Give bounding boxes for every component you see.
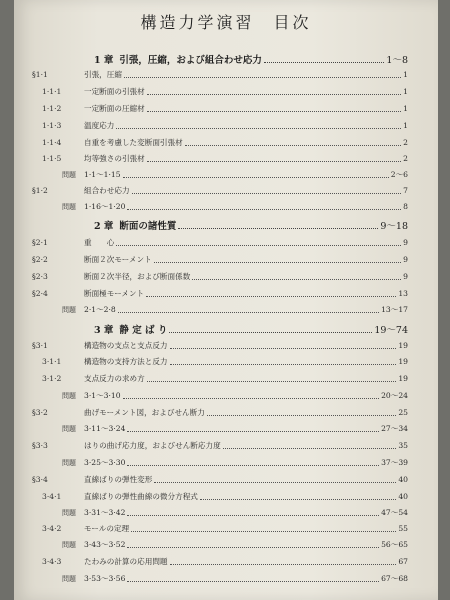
chapter-title: 静 定 ば り: [119, 325, 168, 336]
leader-dots: [146, 296, 396, 297]
entry-number: 3·4·3: [42, 557, 62, 566]
leader-dots: [154, 262, 401, 263]
entry-title: たわみの計算の応用問題: [84, 557, 168, 566]
leader-dots: [223, 448, 397, 449]
entry-title: 重 心: [84, 238, 115, 247]
entry-number: §2·4: [32, 289, 48, 298]
entry-number: 問題: [62, 203, 76, 211]
toc-entry: [32, 119, 408, 131]
entry-number: 問題: [62, 459, 76, 467]
leader-dots: [127, 209, 401, 210]
entry-number: §3·3: [32, 441, 48, 450]
toc-entry: [32, 506, 408, 518]
entry-title: 1·1～1·15: [84, 170, 121, 179]
chapter-title: 断面の諸性質: [119, 221, 177, 232]
entry-page: 2: [403, 154, 408, 163]
leader-dots: [147, 381, 397, 382]
entry-number: §3·2: [32, 408, 48, 417]
toc-entry: [32, 200, 408, 212]
chapter-pages: 9～18: [380, 221, 408, 232]
entry-title: 断面極モーメント: [84, 289, 145, 298]
entry-number: 問題: [62, 392, 76, 400]
leader-dots: [154, 482, 396, 483]
entry-title: 一定断面の引張材: [84, 87, 145, 96]
toc-entry: [32, 236, 408, 248]
leader-dots: [192, 279, 401, 280]
entry-page: 13～17: [381, 305, 408, 314]
leader-dots: [127, 465, 379, 466]
leader-dots: [178, 228, 378, 229]
chapter-number: 3 章: [94, 325, 114, 336]
entry-number: 3·1·1: [42, 357, 62, 366]
chapter-heading-1: [94, 52, 408, 66]
toc-entry: [32, 184, 408, 196]
toc-entry: [32, 339, 408, 351]
leader-dots: [200, 499, 396, 500]
entry-page: 1: [403, 70, 408, 79]
chapter-pages: 19～74: [374, 325, 408, 336]
toc-entry: [32, 389, 408, 401]
entry-number: §3·4: [32, 475, 48, 484]
leader-dots: [147, 161, 401, 162]
entry-title: 3·43～3·52: [84, 540, 126, 549]
leader-dots: [127, 581, 379, 582]
entry-number: 3·1·2: [42, 374, 62, 383]
entry-title: 断面２次モーメント: [84, 255, 152, 264]
entry-number: 3·4·1: [42, 492, 62, 501]
entry-number: 問題: [62, 306, 76, 314]
leader-dots: [123, 177, 389, 178]
entry-page: 9: [403, 238, 408, 247]
leader-dots: [116, 245, 401, 246]
entry-title: 温度応力: [84, 121, 115, 130]
entry-number: 問題: [62, 509, 76, 517]
entry-page: 27～34: [381, 424, 408, 433]
entry-title: 構造物の支持方法と反力: [84, 357, 168, 366]
leader-dots: [207, 415, 397, 416]
leader-dots: [170, 364, 397, 365]
entry-page: 40: [398, 492, 408, 501]
entry-number: 3·4·2: [42, 524, 62, 533]
toc-entry: [32, 136, 408, 148]
entry-number: §2·1: [32, 238, 48, 247]
entry-page: 25: [398, 408, 408, 417]
toc-entry: [32, 102, 408, 114]
toc-entry: [32, 287, 408, 299]
entry-number: §1·1: [32, 70, 48, 79]
entry-page: 1: [403, 121, 408, 130]
entry-page: 8: [403, 202, 408, 211]
entry-page: 35: [398, 441, 408, 450]
entry-page: 55: [398, 524, 408, 533]
entry-number: 問題: [62, 425, 76, 433]
chapter-heading-2: [94, 218, 408, 232]
entry-title: 2·1～2·8: [84, 305, 116, 314]
entry-page: 67: [398, 557, 408, 566]
entry-number: 問題: [62, 575, 76, 583]
entry-number: 問題: [62, 541, 76, 549]
entry-page: 19: [398, 357, 408, 366]
entry-title: 3·31～3·42: [84, 508, 126, 517]
leader-dots: [127, 547, 379, 548]
entry-title: 曲げモーメント図，およびせん断力: [84, 408, 205, 417]
entry-page: 9: [403, 272, 408, 281]
toc-entry: [32, 355, 408, 367]
chapter-title: 引張，圧縮，および組合わせ応力: [119, 55, 262, 66]
leader-dots: [264, 62, 384, 63]
toc-entry: [32, 538, 408, 550]
toc-entry: [32, 422, 408, 434]
entry-title: 構造物の支点と支点反力: [84, 341, 168, 350]
entry-number: 問題: [62, 171, 76, 179]
toc-entry: [32, 270, 408, 282]
entry-number: 1·1·4: [42, 138, 62, 147]
entry-page: 40: [398, 475, 408, 484]
entry-title: 3·1～3·10: [84, 391, 121, 400]
entry-title: 直線ばりの弾性変形: [84, 475, 153, 484]
toc-entry: [32, 168, 408, 180]
toc-entry: [32, 303, 408, 315]
toc-entry: [32, 253, 408, 265]
leader-dots: [170, 564, 397, 565]
entry-title: 均等強さの引張材: [84, 154, 145, 163]
chapter-pages: 1～8: [386, 55, 408, 66]
leader-dots: [123, 398, 379, 399]
leader-dots: [116, 128, 401, 129]
chapter-number: 1 章: [94, 55, 114, 66]
chapter-heading-3: [94, 322, 408, 336]
toc-entry: [32, 68, 408, 80]
entry-page: 9: [403, 255, 408, 264]
entry-title: はりの曲げ応力度，およびせん断応力度: [84, 441, 221, 450]
toc-entry: [32, 555, 408, 567]
leader-dots: [118, 312, 379, 313]
entry-page: 56～65: [381, 540, 408, 549]
entry-title: 一定断面の圧縮材: [84, 104, 145, 113]
entry-number: §2·2: [32, 255, 48, 264]
entry-page: 7: [403, 186, 408, 195]
entry-title: 3·11～3·24: [84, 424, 126, 433]
entry-number: §3·1: [32, 341, 48, 350]
entry-number: 1·1·1: [42, 87, 62, 96]
entry-number: §1·2: [32, 186, 48, 195]
toc-entry: [32, 85, 408, 97]
entry-title: 3·25～3·30: [84, 458, 126, 467]
page-title: 構造力学演習 目次: [140, 13, 312, 32]
entry-page: 19: [398, 374, 408, 383]
entry-title: 3·53～3·56: [84, 574, 126, 583]
toc-entry: [32, 439, 408, 451]
entry-number: §2·3: [32, 272, 48, 281]
entry-title: 引張，圧縮: [84, 70, 122, 79]
chapter-number: 2 章: [94, 221, 114, 232]
entry-title: 直線ばりの弾性曲線の微分方程式: [84, 492, 198, 501]
leader-dots: [169, 332, 372, 333]
leader-dots: [185, 145, 401, 146]
toc-entry: [32, 372, 408, 384]
toc-entry: [32, 152, 408, 164]
entry-title: 支点反力の求め方: [84, 374, 145, 383]
entry-title: 自重を考慮した変断面引張材: [84, 138, 183, 147]
entry-page: 67～68: [381, 574, 408, 583]
leader-dots: [127, 431, 379, 432]
toc-entry: [32, 406, 408, 418]
entry-title: モールの定理: [84, 524, 130, 533]
entry-page: 2～6: [390, 170, 408, 179]
entry-page: 20～24: [381, 391, 408, 400]
leader-dots: [131, 531, 396, 532]
leader-dots: [170, 348, 397, 349]
leader-dots: [147, 94, 401, 95]
entry-number: 1·1·3: [42, 121, 62, 130]
leader-dots: [132, 193, 402, 194]
entry-title: 断面２次半径，および断面係数: [84, 272, 191, 281]
entry-page: 37～39: [381, 458, 408, 467]
leader-dots: [127, 515, 379, 516]
toc-entry: [32, 456, 408, 468]
entry-title: 組合わせ応力: [84, 186, 130, 195]
leader-dots: [147, 111, 401, 112]
entry-page: 1: [403, 87, 408, 96]
entry-page: 2: [403, 138, 408, 147]
entry-page: 1: [403, 104, 408, 113]
entry-page: 47～54: [381, 508, 408, 517]
entry-page: 13: [398, 289, 408, 298]
entry-number: 1·1·2: [42, 104, 62, 113]
toc-entry: [32, 572, 408, 584]
toc-entry: [32, 490, 408, 502]
entry-number: 1·1·5: [42, 154, 62, 163]
entry-page: 19: [398, 341, 408, 350]
entry-title: 1·16～1·20: [84, 202, 126, 211]
leader-dots: [124, 77, 401, 78]
toc-entry: [32, 473, 408, 485]
toc-page: [14, 0, 438, 600]
toc-entry: [32, 522, 408, 534]
